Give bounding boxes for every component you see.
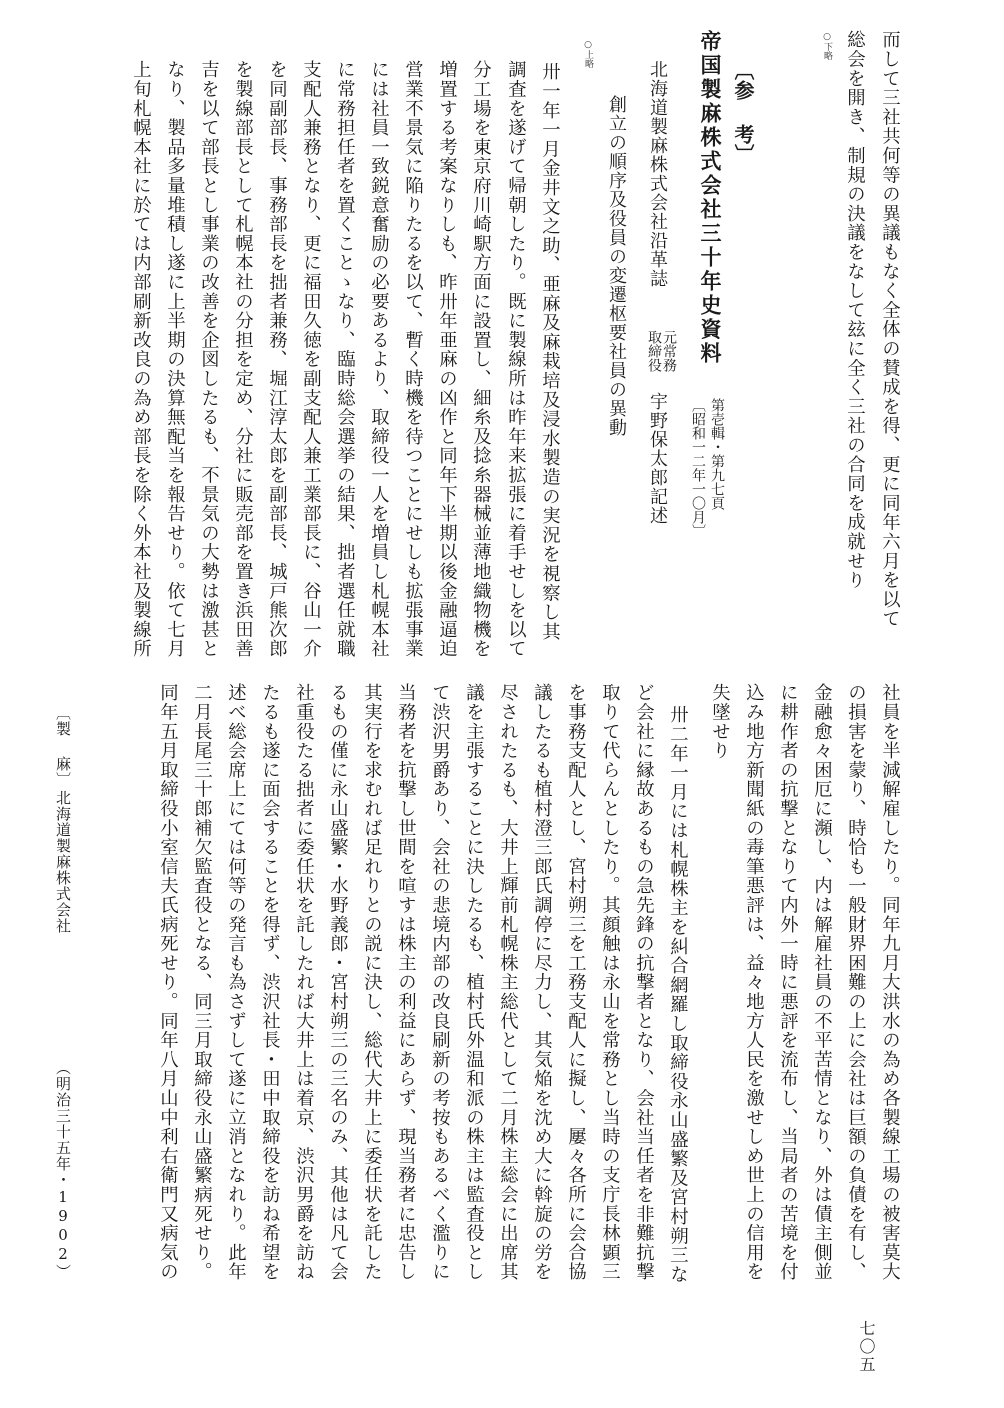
body-line: 支配人兼務となり、更に福田久徳を副支配人兼工業部長に、谷山一介 — [300, 60, 322, 659]
section-subtitle: 創立の順序及役員の変遷枢要社員の異動 — [606, 95, 627, 437]
body-line: て渋沢男爵あり、会社の悲境内部の改良刷新の考按もあるべく濫りに — [429, 683, 451, 1282]
body-line: に常務担任者を置くことゝなり、臨時総会選挙の結果、拙者選任就職 — [334, 60, 356, 659]
body-line: 金融愈々困厄に瀕し、内は解雇社員の不平苦情となり、外は債主側並 — [811, 683, 833, 1282]
body-line: 込み地方新聞紙の毒筆悪評は、益々地方人民を激せしめ世上の信用を — [743, 683, 765, 1282]
body-line: を事務支配人とし、宮村朔三を工務支配人に擬し、屢々各所に会合協 — [565, 683, 587, 1282]
body-line: 総会を開き、制規の決議をなして玆に全く三社の合同を成就せり — [844, 30, 866, 590]
body-line: 取りて代らんとしたり。其顔触は永山を常務とし当時の支庁長林顕三 — [599, 683, 621, 1282]
omission-note: ○上略 — [583, 40, 593, 68]
body-line: 議を主張することに決したるも、植村氏外温和派の株主は監査役とし — [463, 683, 485, 1282]
footer-category: 〔製 麻〕 — [54, 705, 72, 788]
body-line: 而して三社共何等の異議もなく全体の賛成を得、更に同年六月を以て — [879, 30, 901, 629]
body-line: 述べ総会席上にては何等の発言も為さずして遂に立消となれり。此年 — [225, 683, 247, 1282]
body-line: るもの僅に永山盛繁・水野義郎・宮村朔三の三名のみ、其他は凡て会 — [327, 683, 349, 1282]
body-line: 上旬札幌本社に於ては内部刷新改良の為め部長を除く外本社及製線所 — [130, 60, 152, 659]
source-title: 帝国製麻株式会社三十年史資料 — [698, 30, 723, 366]
body-line: を製線部長として札幌本社の分担を定め、分社に販売部を置き浜田善 — [232, 60, 254, 659]
source-date-note: 〔昭和一二年一〇月〕 — [690, 398, 706, 538]
body-line: 社重役たる拙者に委任状を託したれば大井上は着京、渋沢男爵を訪ね — [293, 683, 315, 1282]
body-line: 卅二年一月には札幌株主を糾合網羅し取締役永山盛繁及宮村朔三な — [667, 705, 689, 1284]
author-role-1: 元常務 — [661, 330, 677, 372]
body-line: なり、製品多量堆積し遂に上半期の決算無配当を報告せり。依て七月 — [164, 60, 186, 659]
body-line: には社員一致鋭意奮励の必要あるより、取締役一人を増員し札幌本社 — [368, 60, 390, 659]
body-line: たるも遂に面会することを得ず、渋沢社長・田中取締役を訪ね希望を — [259, 683, 281, 1282]
body-line: 議したるも植村澄三郎氏調停に尽力し、其気焔を沈め大に斡旋の労を — [531, 683, 553, 1282]
body-line: 増置する考案なりしも、昨卅年亜麻の凶作と同年下半期以後金融逼迫 — [436, 60, 458, 659]
body-line: の損害を蒙り、時恰も一般財界困難の上に会社は巨額の負債を有し、 — [845, 683, 867, 1282]
source-volume-note: 第壱輯・第九七頁 — [709, 398, 725, 510]
body-line: 調査を遂げて帰朝したり。既に製線所は昨年来拡張に着手せしを以て — [505, 60, 527, 659]
body-line: 二月長尾三十郎補欠監査役となる、同三月取締役永山盛繁病死せり。 — [191, 683, 213, 1282]
body-line: 其実行を求むれば足れりとの説に決し、総代大井上に委任状を託した — [361, 683, 383, 1282]
body-line: 卅一年一月金井文之助、亜麻及麻栽培及浸水製造の実況を視察し其 — [539, 62, 561, 641]
body-line: に耕作者の抗撃となりて内外一時に悪評を流布し、当局者の苦境を付 — [777, 683, 799, 1282]
body-line: 営業不景気に陥りたるを以て、暫く時機を待つことにせしも拡張事業 — [402, 60, 424, 659]
body-line: 当務者を抗撃し世間を喧すは株主の利益にあらず、現当務者に忠告し — [395, 683, 417, 1282]
source-subtitle: 北海道製麻株式会社沿革誌 — [647, 60, 668, 288]
omission-note: ○下略 — [822, 32, 832, 60]
footer-company: 北海道製麻株式会社 — [54, 790, 72, 934]
body-line: 失墜せり — [709, 683, 731, 761]
body-line: 尽されたるも、大井上輝前札幌株主総代として二月株主総会に出席其 — [497, 683, 519, 1282]
author-name: 宇野保太郎記述 — [647, 392, 668, 525]
page-number: 七〇五 — [857, 1320, 876, 1374]
footer-era: （明治三十五年・1902） — [54, 1060, 72, 1280]
body-line: 分工場を東京府川崎駅方面に設置し、細糸及捻糸器械並薄地織物機を — [470, 60, 492, 659]
body-line: 吉を以て部長とし事業の改善を企図したるも、不景気の大勢は激甚と — [198, 60, 220, 659]
author-role-2: 取締役 — [646, 330, 662, 372]
body-line: 同年五月取締役小室信夫氏病死せり。同年八月山中利右衛門又病気の — [157, 683, 179, 1282]
body-line: を同副部長、事務部長を拙者兼務、堀江淳太郎を副部長、城戸熊次郎 — [266, 60, 288, 659]
body-line: ど会社に縁故あるもの急先鋒の抗撃者となり、会社当任者を非難抗撃 — [633, 683, 655, 1282]
reference-heading: 〔参 考〕 — [731, 60, 755, 164]
body-line: 社員を半減解雇したり。同年九月大洪水の為め各製線工場の被害莫大 — [879, 683, 901, 1282]
